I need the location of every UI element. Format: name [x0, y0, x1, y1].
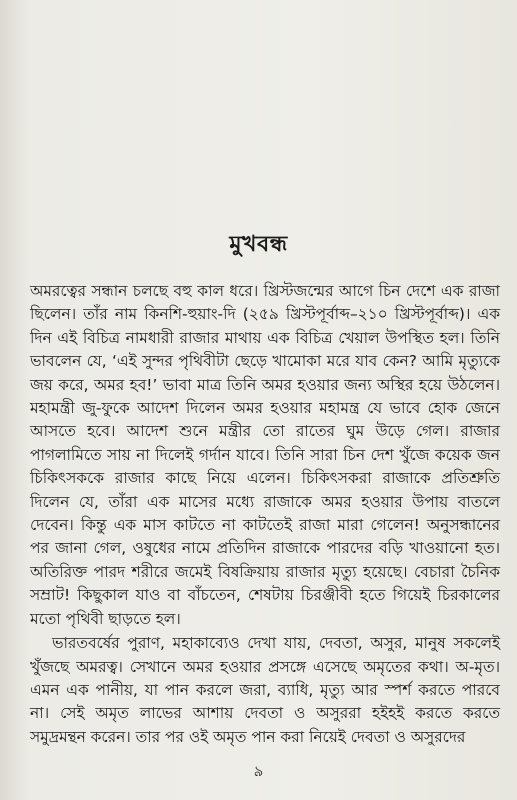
- page-number: ৯: [253, 762, 264, 780]
- body-text: [30, 280, 500, 749]
- paragraph-1: অমরত্বের সন্ধান চলছে বহু কাল ধরে। খ্রিস্টজন্মের আগে চিন দেশে এক রাজা ছিলেন। তাঁর নাম কিনশি-হুয়াং-দি (২৫৯ খ্রিস্টপূর্বাব্দ–২১০ খ্রিস্টপূর্বাব্দ)। এক দিন এই বিচিত্র নামধারী রাজার মাথায় এক বিচিত্র খেয়াল উপস্থিত হল। তিনি ভাবলেন যে, ‘এই সুন্দর পৃথিবীটা ছেড়ে খামোকা মরে যাব কেন? আমি মৃত্যুকে জয় করে, অমর হব!’ ভাবা মাত্র তিনি অমর হওয়ার জন্য অস্থির হয়ে উঠলেন। মহামন্ত্রী জু-ফুকে আদেশ দিলেন অমর হওয়ার মহামন্ত্র যে ভাবে হোক জেনে আসতে হবে। আদেশ শুনে মন্ত্রীর তো রাতের ঘুম উড়ে গেল। রাজার পাগলামিতে সায় না দিলেই গর্দান যাবে। তিনি সারা চিন দেশ খুঁজে কয়েক জন চিকিৎসককে রাজার কাছে নিয়ে এলেন। চিকিৎসকরা রাজাকে প্রতিশ্রুতি দিলেন যে, তাঁরা এক মাসের মধ্যে রাজাকে অমর হওয়ার উপায় বাতলে দেবেন। কিন্তু এক মাস কাটতে না কাটতেই রাজা মারা গেলেন! অনুসন্ধানের পর জানা গেল, ওষুধের নামে প্রতিদিন রাজাকে পারদের বড়ি খাওয়ানো হত। অতিরিক্ত পারদ শরীরে জমেই বিষক্রিয়ায় রাজার মৃত্যু হয়েছে। বেচারা চৈনিক সম্রাট! কিছুকাল যাও বা বাঁচতেন, শেষটায় চিরঞ্জীবী হতে গিয়েই চিরকালের মতো পৃথিবী ছাড়তে হল।: [30, 282, 500, 628]
- page-top-blank-area: [0, 0, 517, 225]
- paragraph-2: ভারতবর্ষের পুরাণ, মহাকাব্যেও দেখা যায়, দেবতা, অসুর, মানুষ সকলেই খুঁজছে অমরত্ব। সেখানে অমর হওয়ার প্রসঙ্গে এসেছে অমৃতের কথা। অ-মৃত। এমন এক পানীয়, যা পান করলে জরা, ব্যাধি, মৃত্যু আর স্পর্শ করতে পারবে না। সেই অমৃত লাভের আশায় দেবতা ও অসুররা হইহই করতে করতে সমুদ্রমন্থন করেন। তার পর ওই অমৃত পান করা নিয়েই দেবতা ও অসুরদের: [30, 634, 500, 746]
- chapter-title: মুখবন্ধ: [229, 232, 288, 257]
